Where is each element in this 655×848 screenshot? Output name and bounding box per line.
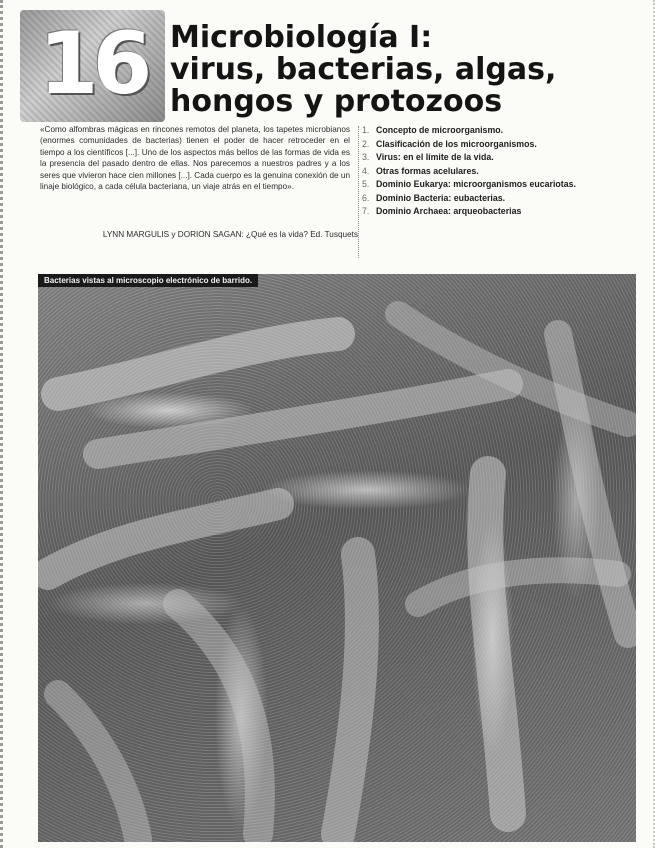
toc-divider (358, 126, 359, 258)
chapter-number: 16 (38, 14, 147, 114)
toc-item-number: 4. (362, 165, 370, 176)
toc-item-text: Otras formas acelulares. (376, 165, 479, 176)
toc-item-text: Dominio Bacteria: eubacterias. (376, 192, 506, 203)
toc-item-number: 2. (362, 138, 370, 149)
toc-item[interactable] (362, 165, 602, 179)
toc-item-number: 3. (362, 152, 370, 162)
chapter-title (170, 22, 620, 118)
toc-item-number: 1. (362, 125, 370, 135)
chapter-title-line: Microbiología I: (170, 20, 433, 55)
photo-caption: Bacterias vistas al microscopio electrónico de barrido. (38, 274, 258, 287)
chapter-number-badge (20, 10, 165, 122)
chapter-contents-list (362, 124, 602, 219)
toc-item[interactable] (362, 178, 602, 192)
toc-item-text: Dominio Archaea: arqueobacterias (376, 206, 522, 216)
toc-item[interactable] (362, 124, 602, 138)
toc-item-number: 5. (362, 179, 370, 189)
quote-source: LYNN MARGULIS y DORION SAGAN: ¿Qué es la vida? Ed. Tusquets (102, 230, 358, 239)
toc-item[interactable] (362, 205, 602, 219)
intro-quote: «Como alfombras mágicas en rincones remotos del planeta, los tapetes microbianos (enormes comunidades de bacterias) tienen el poder de hacer retroceder en el tiempo a los científicos [...]. Uno de los aspectos más bellos de las formas de vida es la presencia del pasado dentro de ellas. Nos parecemos a nuestros padres y a los seres que vivieron hace cien millones [...]. Cada cuerpo es la genuina conexión de un linaje biológico, a cada célula bacteriana, un viaje atrás en el tiempo». (40, 125, 350, 192)
bacteria-rods-illustration (38, 274, 636, 842)
toc-item-text: Dominio Eukarya: microorganismos eucariotas. (376, 179, 576, 189)
chapter-title-line: hongos y protozoos (170, 84, 503, 119)
toc-item[interactable] (362, 151, 602, 165)
toc-item-text: Clasificación de los microorganismos. (376, 138, 537, 149)
toc-item-text: Concepto de microorganismo. (376, 125, 504, 135)
toc-item[interactable] (362, 138, 602, 152)
toc-item-text: Virus: en el límite de la vida. (376, 152, 494, 162)
toc-item[interactable] (362, 192, 602, 206)
toc-item-number: 6. (362, 192, 370, 203)
chapter-title-line: virus, bacterias, algas, (170, 52, 557, 87)
toc-item-number: 7. (362, 206, 370, 216)
bacteria-micrograph (38, 274, 636, 842)
